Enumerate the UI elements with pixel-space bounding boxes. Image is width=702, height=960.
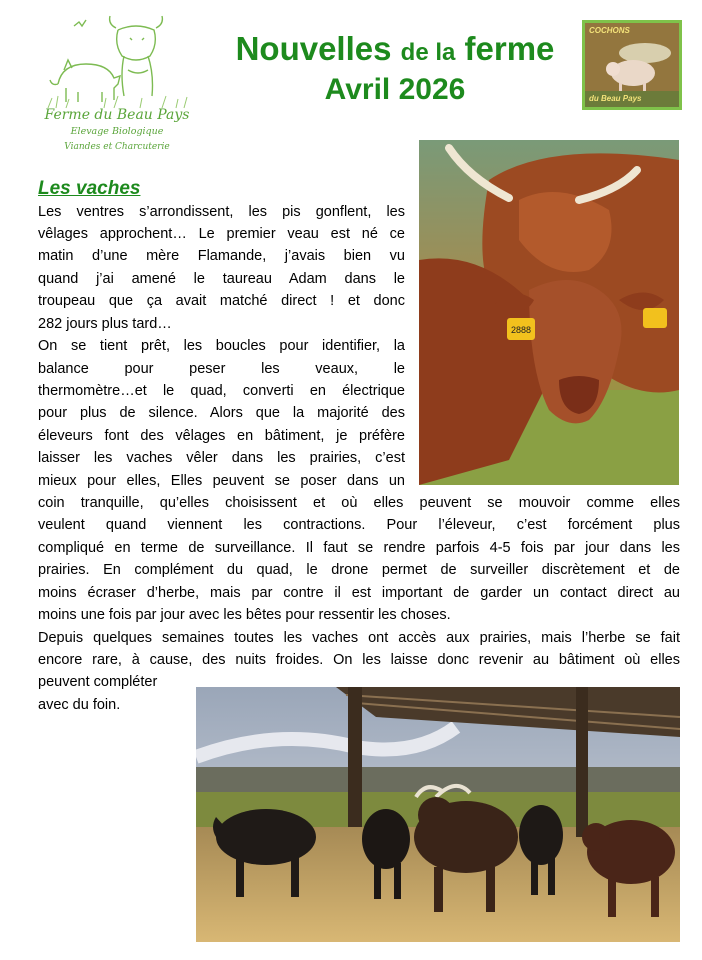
badge-top-text: COCHONS: [589, 26, 630, 35]
article-line-11: éleveurs font des vêlages en bâtiment, je préfère: [38, 428, 405, 444]
article-line-15: veulent quand viennent les contractions. Pour l’éleveur, c’est forcément plus: [38, 517, 680, 533]
article-line-5: troupeau que ça avait matché direct ! et donc: [38, 293, 405, 309]
title-word-2: de la: [400, 39, 456, 66]
logo-subtitle-2: Viandes et Charcuterie: [64, 142, 170, 152]
farm-logo: [44, 12, 190, 160]
article-line-6: 282 jours plus tard…: [38, 316, 172, 332]
badge-bottom-text: du Beau Pays: [589, 94, 642, 103]
article-line-17: prairies. En complément du quad, le drone permet de surveiller discrètement et de: [38, 562, 680, 578]
article-line-12: laisser les vaches vêler dans les prairies, c’est: [38, 450, 405, 466]
herd-barn-illustration: [196, 687, 680, 942]
herd-barn-photo: [196, 687, 680, 942]
article-line-7: On se tient prêt, les boucles pour identifier, la: [38, 338, 405, 354]
article-line-16: compliqué en terme de surveillance. Il faut se rendre parfois 4-5 fois par jour dans les: [38, 540, 680, 556]
title-word-3: ferme: [464, 30, 555, 67]
article-line-13: mieux pour elles, Elles peuvent se poser dans un: [38, 473, 405, 489]
article-line-14: coin tranquille, qu’elles choisissent et où elles peuvent se mouvoir comme elles: [38, 495, 680, 511]
farm-logo-animals-icon: [44, 12, 190, 112]
newsletter-date: Avril 2026: [324, 73, 466, 106]
logo-name: Ferme du Beau Pays: [44, 107, 190, 123]
article-line-20: Depuis quelques semaines toutes les vaches ont accès aux prairies, mais l’herbe se fait: [38, 630, 680, 646]
article-line-10: pour plus de silence. Alors que la majorité des: [38, 405, 405, 421]
article-line-3: matin d’une mère Flamande, j’avais bien vu: [38, 248, 405, 264]
pig-badge-image: [582, 20, 682, 110]
section-heading: Les vaches: [38, 178, 141, 199]
article-line-21: encore rare, à cause, des nuits froides. On les laisse donc revenir au bâtiment où elles: [38, 652, 680, 668]
article-line-4: quand j’ai amené le taureau Adam dans le: [38, 271, 405, 287]
article-line-23: avec du foin.: [38, 697, 121, 713]
logo-subtitle: Elevage Biologique: [70, 126, 164, 137]
article-line-22: peuvent compléter: [38, 674, 158, 690]
article-line-2: vêlages approchent… Le premier veau est né ce: [38, 226, 405, 242]
article-line-18: moins écraser d’herbe, mais par contre il est important de garder un contact direct au: [38, 585, 680, 601]
title-word-1: Nouvelles: [235, 30, 392, 67]
newsletter-title: [196, 30, 594, 108]
calf-photo-illustration: [419, 140, 679, 485]
article-line-19: moins une fois par jour avec les bêtes pour ressentir les choses.: [38, 607, 451, 623]
calf-ear-tag-label: 2888: [510, 325, 532, 335]
calf-photo: [419, 140, 679, 485]
article-line-8: balance pour peser les veaux, le: [38, 361, 405, 377]
article-line-9: thermomètre…et le quad, converti en électrique: [38, 383, 405, 399]
article-line-1: Les ventres s’arrondissent, les pis gonflent, les: [38, 204, 405, 220]
